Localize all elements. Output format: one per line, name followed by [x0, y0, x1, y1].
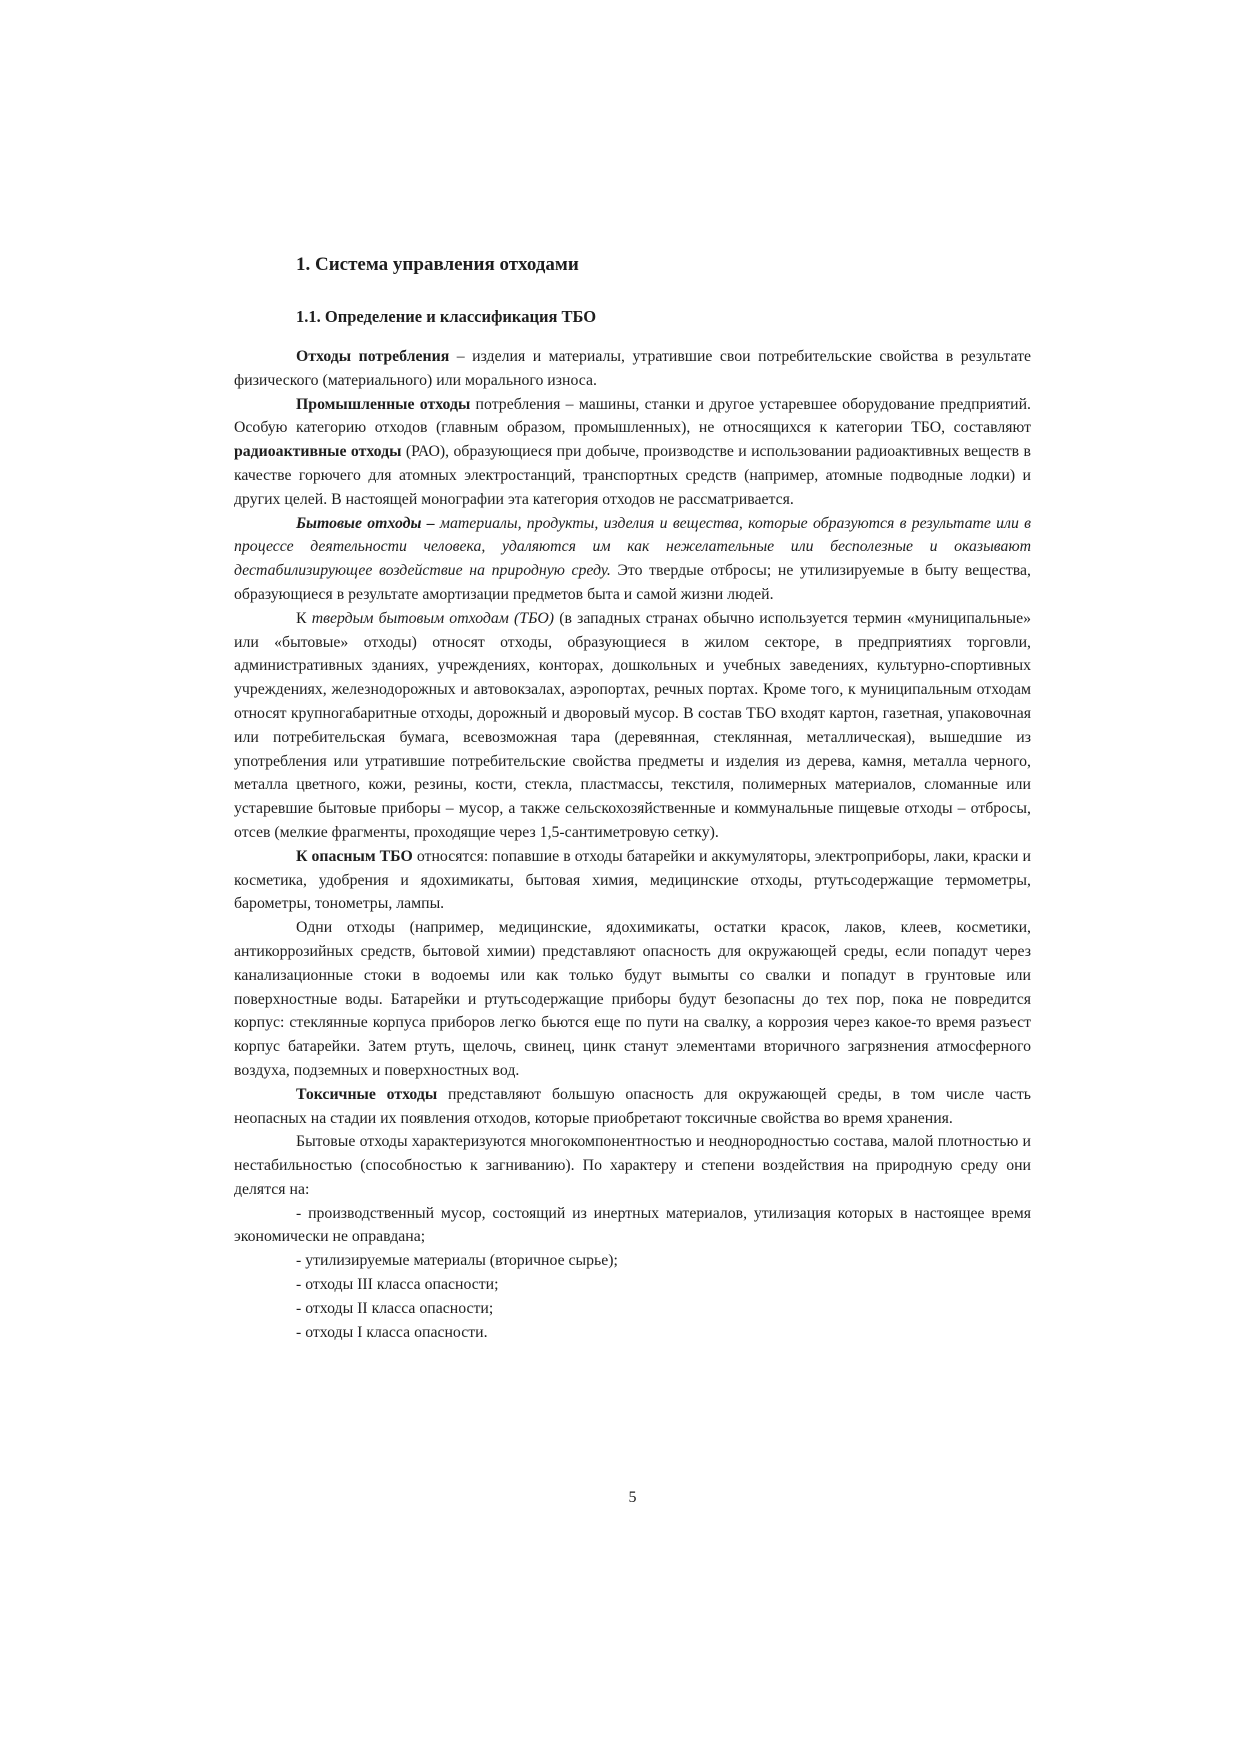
paragraph-toxic-waste — [234, 1083, 1031, 1131]
term-household-waste: Бытовые отходы – — [296, 514, 435, 532]
term-radioactive-waste: радиоактивные отходы — [234, 443, 402, 461]
term-consumption-waste: Отходы потребления — [296, 348, 450, 365]
paragraph-household-waste — [234, 512, 1031, 607]
chapter-title: 1. Система управления отходами — [296, 254, 579, 275]
section-title: 1.1. Определение и классификация ТБО — [296, 307, 597, 326]
list-item: - отходы II класса опасности; — [296, 1299, 494, 1317]
paragraph-environmental-danger: Одни отходы (например, медицинские, ядохимикаты, остатки красок, лаков, клеев, косметики, антикоррозийных средств, бытовой химии) представляют опасность для окружающей среды, если попадут через канализационные стоки в водоемы или как только будут вымыты со свалки и попадут в грунтовые или поверхностные воды. Батарейки и ртутьсодержащие приборы будут безопасны до тех пор, пока не повредится корпус: стеклянные корпуса приборов легко бьются еще по пути на свалку, а коррозия через какое-то время разъест корпус батарейки. Затем ртуть, щелочь, свинец, цинк станут элементами вторичного загрязнения атмосферного воздуха, подземных и поверхностных вод. — [234, 919, 1031, 1079]
term-industrial-waste: Промышленные отходы — [296, 395, 471, 413]
paragraph-text: – изделия и материалы, утратившие свои потребительские свойства в результате физического (материального) или морального износа. — [234, 348, 1032, 389]
paragraph-text: (РАО), образующиеся при добыче, производстве и использовании радиоактивных веществ в качестве горючего для атомных электростанций, транспортных средств (например, атомные подводные лодки) и других целей. В настоящей монографии эта категория отходов не рассматривается. — [234, 443, 1031, 508]
list-item: - производственный мусор, состоящий из инертных материалов, утилизация которых в настоящее время экономически не оправдана; — [234, 1204, 1031, 1246]
paragraph-text: потребления – машины, станки и другое устаревшее оборудование предприятий. Особую категорию отходов (главным образом, промышленных), не относящихся к категории ТБО, составляют — [234, 395, 1031, 437]
paragraph-hazardous-waste — [234, 845, 1031, 916]
list-item: - утилизируемые материалы (вторичное сырье); — [296, 1252, 618, 1270]
paragraph-waste-characteristics: Бытовые отходы характеризуются многокомпонентностью и неоднородностью состава, малой плотностью и нестабильностью (способностью к загниванию). По характеру и степени воздействия на природную среду они делятся на: — [234, 1133, 1031, 1198]
term-hazardous-waste: К опасным ТБО — [296, 847, 413, 865]
term-toxic-waste: Токсичные отходы — [296, 1085, 438, 1103]
page-number: 5 — [628, 1489, 637, 1506]
paragraph-text: относятся: попавшие в отходы батарейки и аккумуляторы, электроприборы, лаки, краски и косметика, удобрения и ядохимикаты, бытовая химия, медицинские отходы, ртутьсодержащие термометры, барометры, тонометры, лампы. — [234, 847, 1032, 913]
list-item: - отходы III класса опасности; — [296, 1276, 499, 1294]
paragraph-text: Это твердые отбросы; не утилизируемые в быту вещества, образующиеся в результате амортизации предметов быта и самой жизни людей. — [234, 562, 1032, 603]
paragraph-solid-household-waste — [234, 607, 1031, 845]
body-text — [234, 345, 1031, 1344]
paragraph-lead: К — [296, 609, 312, 627]
list-item: - отходы I класса опасности. — [296, 1323, 488, 1341]
paragraph-text: представляют большую опасность для окружающей среды, в том числе часть неопасных на стадии их появления отходов, которые приобретают токсичные свойства во время хранения. — [234, 1085, 1031, 1127]
paragraph-consumption-waste — [234, 345, 1031, 393]
paragraph-text: (в западных странах обычно используется термин «муниципальные» или «бытовые» отходы) относят отходы, образующиеся в жилом секторе, в предприятиях торговли, административных зданиях, учреждениях, конторах, дошкольных и учебных заведениях, культурно-спортивных учреждениях, железнодорожных и автовокзалах, аэропортах, речных портах. Кроме того, к муниципальным отходам относят крупногабаритные отходы, дорожный и дворовый мусор. В состав ТБО входят картон, газетная, упаковочная или потребительская бумага, всевозможная тара (деревянная, стеклянная, металлическая), вышедшие из употребления или утратившие потребительские свойства предметы и изделия из дерева, камня, металла черного, металла цветного, кожи, резины, кости, стекла, пластмассы, текстиля, полимерных материалов, сломанные или устаревшие бытовые приборы – мусор, а также сельскохозяйственные и коммунальные пищевые отходы – отбросы, отсев (мелкие фрагменты, проходящие через 1,5-сантиметровую сетку). — [234, 609, 1031, 841]
household-waste-definition: материалы, продукты, изделия и вещества, которые образуются в результате или в процессе деятельности человека, удаляются им как нежелательные или бесполезные и оказывают дестабилизирующее воздействие на природную среду. — [234, 514, 1031, 580]
paragraph-industrial-waste — [234, 393, 1031, 512]
term-solid-household-waste: твердым бытовым отходам (ТБО) — [311, 609, 555, 627]
